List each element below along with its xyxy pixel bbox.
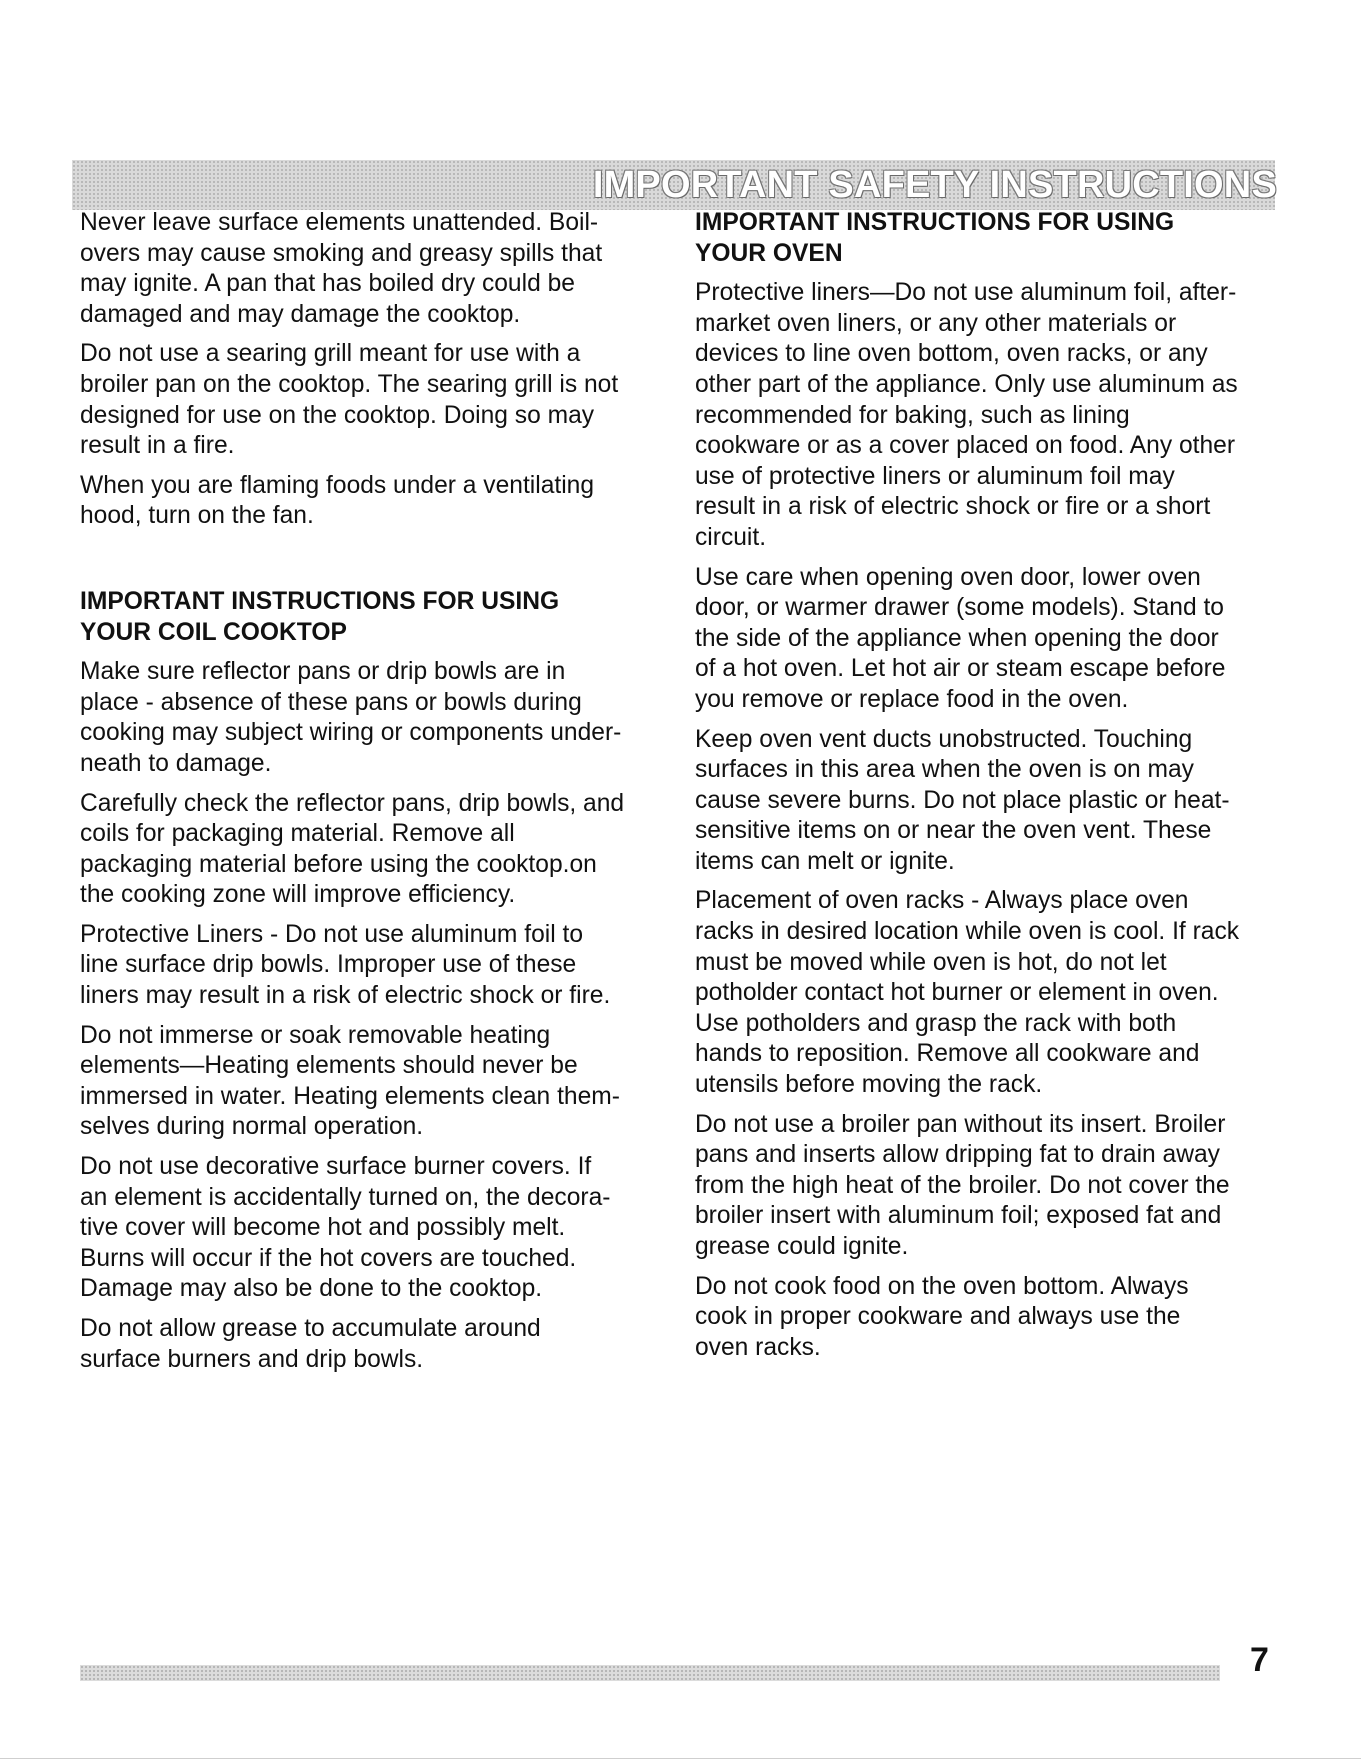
text-line: utensils before moving the rack. xyxy=(695,1071,1043,1099)
paragraph xyxy=(80,657,663,779)
text-line: other part of the appliance. Only use aluminum as xyxy=(695,370,1238,398)
text-line: hands to reposition. Remove all cookware and xyxy=(695,1040,1200,1068)
text-line: result in a fire. xyxy=(80,432,235,460)
paragraph xyxy=(80,208,663,330)
paragraph xyxy=(695,725,1285,878)
text-line: overs may cause smoking and greasy spills that xyxy=(80,239,603,267)
text-line: Carefully check the reflector pans, drip bowls, and xyxy=(80,789,625,817)
text-line: use of protective liners or aluminum foil may xyxy=(695,462,1175,490)
left-column xyxy=(80,208,663,1384)
text-line: door, or warmer drawer (some models). Stand to xyxy=(695,594,1224,622)
heading-line: IMPORTANT INSTRUCTIONS FOR USING xyxy=(695,209,1175,236)
heading-line: YOUR COIL COOKTOP xyxy=(80,618,347,646)
text-line: When you are flaming foods under a ventilating xyxy=(80,471,595,499)
paragraph xyxy=(695,1110,1285,1263)
text-line: sensitive items on or near the oven vent. These xyxy=(695,817,1212,845)
paragraph xyxy=(695,1272,1285,1364)
paragraph xyxy=(80,1021,663,1143)
text-line: potholder contact hot burner or element in oven. xyxy=(695,979,1219,1007)
text-line: racks in desired location while oven is cool. If rack xyxy=(695,918,1240,946)
text-line: Placement of oven racks - Always place oven xyxy=(695,887,1189,915)
left-intro xyxy=(80,208,663,532)
text-line: Use potholders and grasp the rack with both xyxy=(695,1009,1177,1037)
text-line: cook in proper cookware and always use the xyxy=(695,1303,1181,1331)
text-line: Burns will occur if the hot covers are touched. xyxy=(80,1244,577,1272)
text-line: packaging material before using the cooktop.on xyxy=(80,850,597,878)
text-line: Use care when opening oven door, lower oven xyxy=(695,563,1201,591)
text-line: damaged and may damage the cooktop. xyxy=(80,300,521,328)
text-line: oven racks. xyxy=(695,1333,821,1361)
paragraph xyxy=(80,789,663,911)
text-line: line surface drip bowls. Improper use of these xyxy=(80,951,577,979)
text-line: surfaces in this area when the oven is on may xyxy=(695,756,1194,784)
text-line: place - absence of these pans or bowls during xyxy=(80,688,582,716)
footer-band xyxy=(80,1665,1220,1681)
text-line: must be moved while oven is hot, do not let xyxy=(695,948,1167,976)
text-line: broiler insert with aluminum foil; exposed fat and xyxy=(695,1202,1222,1230)
text-line: Do not immerse or soak removable heating xyxy=(80,1021,551,1049)
section-heading-oven xyxy=(695,208,1285,269)
text-line: grease could ignite. xyxy=(695,1233,909,1260)
text-line: Do not use decorative surface burner covers. If xyxy=(80,1153,592,1181)
text-line: items can melt or ignite. xyxy=(695,847,955,875)
page-title: IMPORTANT SAFETY INSTRUCTIONS xyxy=(592,164,1277,206)
text-line: Do not use a broiler pan without its insert. Broiler xyxy=(695,1110,1226,1138)
text-line: from the high heat of the broiler. Do not cover the xyxy=(695,1171,1230,1199)
paragraph xyxy=(695,278,1285,553)
text-line: may ignite. A pan that has boiled dry could be xyxy=(80,270,575,298)
text-line: neath to damage. xyxy=(80,749,272,777)
right-column xyxy=(695,208,1285,1372)
paragraph xyxy=(695,563,1285,716)
text-line: Do not use a searing grill meant for use with a xyxy=(80,340,581,368)
text-line: the side of the appliance when opening the door xyxy=(695,624,1219,652)
text-line: you remove or replace food in the oven. xyxy=(695,685,1129,713)
text-line: of a hot oven. Let hot air or steam escape before xyxy=(695,655,1226,683)
paragraph xyxy=(80,1152,663,1305)
text-line: Do not cook food on the oven bottom. Always xyxy=(695,1272,1189,1300)
text-line: elements—Heating elements should never be xyxy=(80,1052,578,1080)
text-line: cause severe burns. Do not place plastic or heat- xyxy=(695,786,1230,814)
paragraph xyxy=(695,886,1285,1100)
text-line: cookware or as a cover placed on food. Any other xyxy=(695,432,1236,460)
bottom-rule xyxy=(0,1758,1361,1759)
section-heading-coil-cooktop xyxy=(80,587,663,648)
text-line: Protective liners—Do not use aluminum foil, after- xyxy=(695,279,1237,307)
text-line: liners may result in a risk of electric shock or fire. xyxy=(80,982,611,1010)
heading-line: YOUR OVEN xyxy=(695,239,843,267)
text-line: coils for packaging material. Remove all xyxy=(80,820,515,848)
text-line: circuit. xyxy=(695,523,767,551)
heading-line: IMPORTANT INSTRUCTIONS FOR USING xyxy=(80,587,560,615)
paragraph xyxy=(80,471,663,532)
paragraph xyxy=(80,1314,663,1375)
text-line: an element is accidentally turned on, the decora- xyxy=(80,1183,611,1211)
right-body xyxy=(695,278,1285,1363)
text-line: devices to line oven bottom, oven racks, or any xyxy=(695,340,1208,368)
text-line: immersed in water. Heating elements clean them- xyxy=(80,1082,620,1110)
text-line: selves during normal operation. xyxy=(80,1113,424,1141)
text-line: Damage may also be done to the cooktop. xyxy=(80,1275,543,1303)
text-line: Never leave surface elements unattended. Boil- xyxy=(80,209,599,236)
text-line: Protective Liners - Do not use aluminum foil to xyxy=(80,920,584,948)
text-line: the cooking zone will improve efficiency. xyxy=(80,881,516,909)
text-line: market oven liners, or any other materials or xyxy=(695,309,1177,337)
text-line: designed for use on the cooktop. Doing so may xyxy=(80,401,595,429)
text-line: recommended for baking, such as lining xyxy=(695,401,1130,429)
text-line: tive cover will become hot and possibly melt. xyxy=(80,1214,566,1242)
paragraph xyxy=(80,920,663,1012)
text-line: Keep oven vent ducts unobstructed. Touching xyxy=(695,725,1193,753)
text-line: hood, turn on the fan. xyxy=(80,502,314,530)
page-number: 7 xyxy=(1250,1641,1269,1679)
text-line: pans and inserts allow dripping fat to drain away xyxy=(695,1141,1220,1169)
text-line: result in a risk of electric shock or fire or a short xyxy=(695,493,1211,521)
text-line: surface burners and drip bowls. xyxy=(80,1345,424,1373)
paragraph xyxy=(80,339,663,461)
left-body xyxy=(80,657,663,1375)
text-line: broiler pan on the cooktop. The searing grill is not xyxy=(80,370,619,398)
text-line: cooking may subject wiring or components under- xyxy=(80,719,622,747)
text-line: Do not allow grease to accumulate around xyxy=(80,1315,541,1342)
text-line: Make sure reflector pans or drip bowls are in xyxy=(80,658,566,686)
